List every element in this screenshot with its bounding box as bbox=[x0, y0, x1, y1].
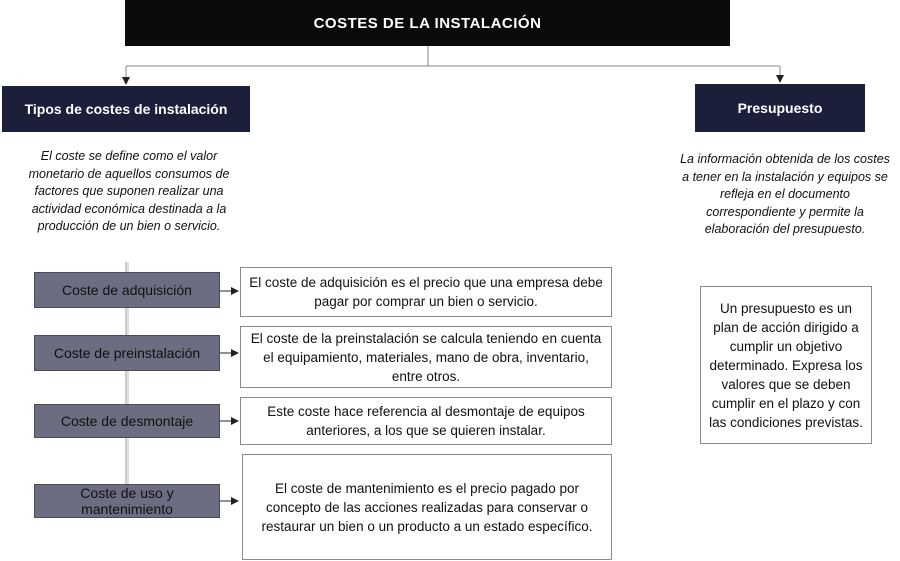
budget-header: Presupuesto bbox=[695, 84, 865, 132]
budget-definition: Un presupuesto es un plan de acción dirigido a cumplir un objetivo determinado. Expresa los valores que se deben cumplir en el plazo y con las condiciones previstas. bbox=[700, 286, 872, 444]
cost-description-use-maintenance: El coste de mantenimiento es el precio pagado por concepto de las acciones realizadas para conservar o restaurar un bien o un producto a un estado específico. bbox=[242, 454, 612, 560]
cost-type-use-maintenance: Coste de uso y mantenimiento bbox=[34, 484, 220, 518]
types-header: Tipos de costes de instalación bbox=[2, 86, 250, 132]
page-title: COSTES DE LA INSTALACIÓN bbox=[125, 0, 730, 46]
cost-description-dismantling: Este coste hace referencia al desmontaje de equipos anteriores, a los que se quieren instalar. bbox=[240, 397, 612, 445]
cost-definition-note: El coste se define como el valor monetario de aquellos consumos de factores que suponen realizar una actividad económica destinada a la producción de un bien o servicio. bbox=[28, 149, 230, 233]
cost-description-preinstallation: El coste de la preinstalación se calcula teniendo en cuenta el equipamiento, materiales, mano de obra, inventario, entre otros. bbox=[240, 326, 612, 388]
cost-type-acquisition: Coste de adquisición bbox=[34, 272, 220, 308]
cost-type-preinstallation: Coste de preinstalación bbox=[34, 335, 220, 371]
cost-description-acquisition: El coste de adquisición es el precio que una empresa debe pagar por comprar un bien o servicio. bbox=[240, 267, 612, 317]
cost-type-dismantling: Coste de desmontaje bbox=[34, 404, 220, 438]
budget-note: La información obtenida de los costes a tener en la instalación y equipos se refleja en el documento correspondiente y permite la elaboración del presupuesto. bbox=[680, 152, 890, 236]
